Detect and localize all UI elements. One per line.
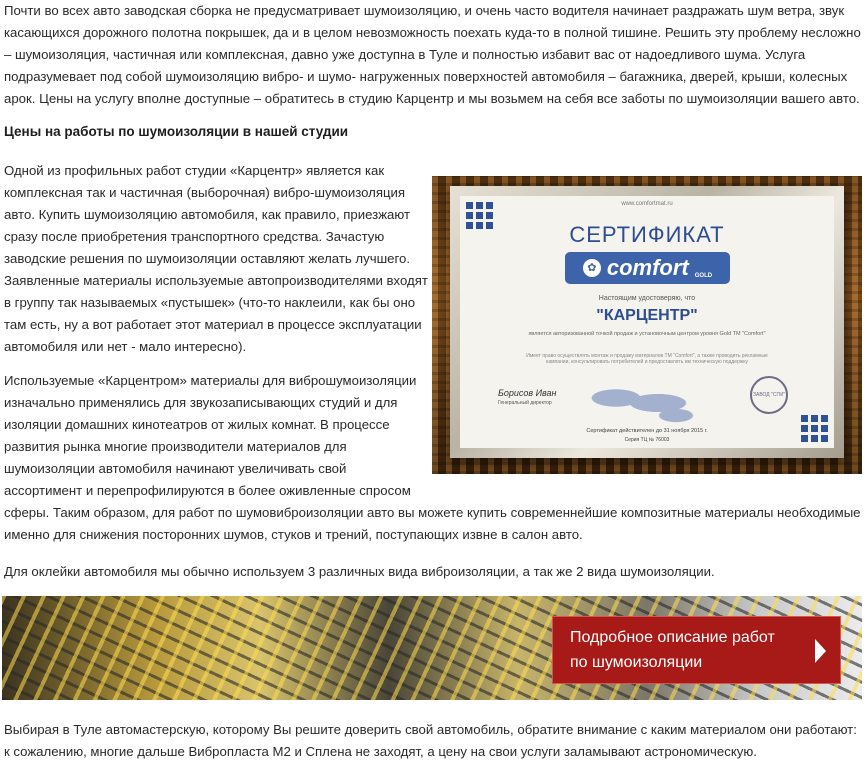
materials-paragraph (4, 370, 864, 546)
types-paragraph: Для оклейки автомобиля мы обычно используем 3 различных вида виброизоляции, а так же 2 вида шумоизоляции. (4, 564, 715, 579)
certificate-url: www.comfortmat.ru (621, 201, 673, 207)
certificate-company: "КАРЦЕНТР" (596, 307, 698, 324)
car-interior-banner (2, 596, 862, 700)
details-button-label: по шумоизоляции (570, 654, 703, 671)
chevron-right-icon (815, 639, 826, 663)
details-button-label: Подробное описание работ (570, 629, 775, 646)
stamp-icon: ЗАВОД "СГМ" (750, 376, 788, 414)
logo-text: comfort (606, 255, 689, 280)
logo-sub: GOLD (694, 273, 713, 279)
certificate-signer-role: Генеральный директор (498, 400, 552, 406)
details-button[interactable] (552, 616, 841, 684)
choosing-paragraph: Выбирая в Туле автомастерскую, которому Вы решите доверить свой автомобиль, обратите внимание с каким материалом они работают: к сожалению, многие дальше Вибропласта М2 и Сплена не заходят, а цену на свои услуги заламывают астрономическую. (4, 722, 857, 759)
section-heading: Цены на работы по шумоизоляции в нашей студии (4, 124, 349, 139)
certificate-signer: Борисов Иван (498, 388, 557, 398)
float-spacer (426, 370, 864, 502)
studio-paragraph: Одной из профильных работ студии «Карцентр» является как комплексная так и частичная (выборочная) вибро-шумоизоляция авто. Купить шумоизоляцию автомобиля, как правило, приезжают сразу после приобретения транспортного средства. Зачастую заводские решения по шумоизоляции оставляют желать лучшего. Заявленные материалы используемые автопроизводителями входят в группу так называемых «пустышек» (что-то наклеили, как бы оно там есть, ну а вот работает этот материал в процессе эксплуатации автомобиля или нет - мало интересно). (4, 163, 428, 354)
comfort-logo (565, 252, 730, 284)
certificate-series: Серия ТЦ № 76003 (624, 437, 670, 443)
certificate-line: Имеет право осуществлять монтаж и продажу материалов ТМ "Comfort", а также проводить рекламные кампании, консультировать потребителей и предоставлять им техническую поддержку (526, 353, 768, 365)
intro-paragraph: Почти во всех авто заводская сборка не предусматривает шумоизоляцию, и очень часто водителя начинает раздражать шум ветра, звук касающихся дорожного полотна покрышек, да и в целом невозможность поехать куда-то в полной тишине. Решить эту проблему несложно – шумоизоляция, частичная или комплексная, давно уже доступна в Туле и полностью избавит вас от надоедливого шума. Услуга подразумевает под собой шумоизоляцию вибро- и шумо- нагруженных поверхностей автомобиля – багажника, дверей, крыши, колесных арок. Цены на услугу вполне доступные – обратитесь в студию Карцентр и мы возьмем на себя все заботы по шумоизоляции вашего авто. (4, 3, 861, 106)
certificate-line: является авторизованной точкой продаж и установочным центром уровня Gold TM "Comfort" (528, 331, 766, 337)
globe-icon: ✿ (583, 259, 601, 277)
certificate-title: СЕРТИФИКАТ (569, 222, 725, 247)
certificate-validity: Сертификат действителен до 31 ноября 2015 г. (586, 428, 708, 434)
materials-text: Используемые «Карцентром» материалы для виброшумоизоляции изначально применялись для звукозаписывающих студий и для изоляции домашних кинотеатров от жилых комнат. В процессе развития рынка многие производители материалов для шумоизоляции автомобиля начинают увеличивать свой ассортимент и перепрофилируются в более оживленные спросом сферы. Таким образом, для работ по шумовиброизоляции авто вы можете купить современнейшие композитные материалы необходимые именно для снижения посторонних шумов, стуков и трений, поступающих извне в салон авто. (4, 373, 861, 542)
certificate-line: Настоящим удостоверяю, что (598, 295, 696, 302)
